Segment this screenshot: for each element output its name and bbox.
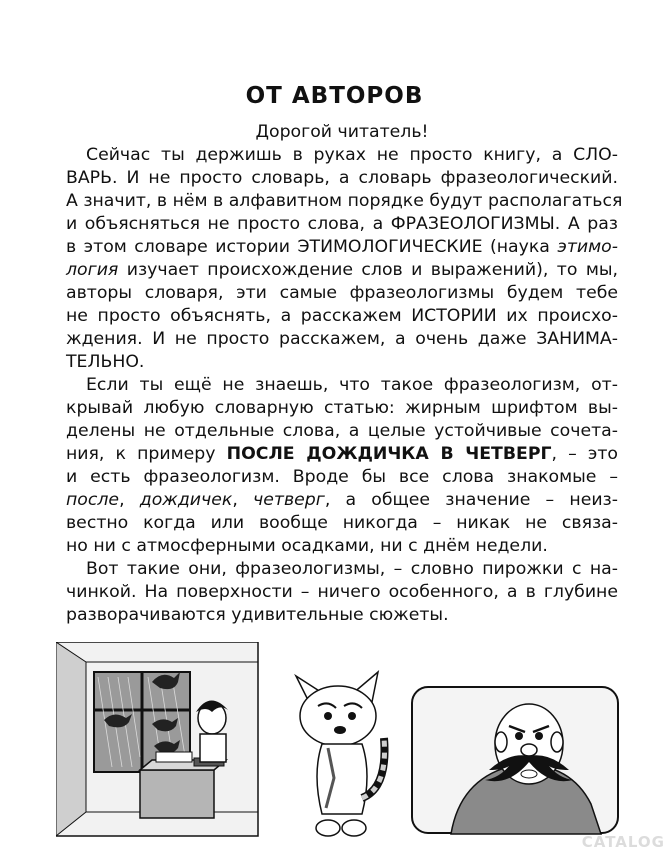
text-span: , а общее значение – неиз- [324,490,618,510]
text-span: ТЕЛЬНО. [66,352,145,372]
paragraph [66,558,618,627]
text-line [66,351,618,374]
text-line [66,213,618,236]
greeting: Дорогой читатель! [255,122,429,142]
text-line [66,305,618,328]
text-line [66,420,618,443]
text-line [66,443,618,466]
text-span: , [119,490,140,510]
text-span: не просто объяснять, а расскажем ИСТОРИИ их происхо- [66,306,618,326]
text-span: и объясняться не просто слова, а ФРАЗЕОЛОГИЗМЫ. А раз [66,214,618,234]
text-span: А значит, в нём в алфавитном порядке будут располагаться [66,191,623,211]
text-line [66,167,618,190]
text-line [66,236,618,259]
cat-illustration [288,668,392,844]
italic-word: после [66,490,120,510]
text-span: и есть фразеологизм. Вроде бы все слова знакомые – [66,467,618,487]
text-span: ния, к примеру [66,444,227,464]
text-span: , [232,490,254,510]
text-line [66,328,618,351]
italic-word: логия [66,260,119,280]
text-span: крывай любую словарную статью: жирным шрифтом вы- [66,398,618,418]
text-span: , – это [551,444,619,464]
text-span: чинкой. На поверхности – ничего особенного, а в глубине [66,582,618,602]
text-span: разворачиваются удивительные сюжеты. [66,605,449,625]
text-span: ВАРЬ. И не просто словарь, а словарь фразеологический. [66,168,618,188]
text-line [66,397,618,420]
text-line [66,604,618,627]
paragraph [66,144,623,374]
man-illustration [411,686,621,836]
text-line [66,558,618,581]
text-span: Вот такие они, фразеологизмы, – словно пирожки с на- [86,559,618,579]
text-span: Если ты ещё не знаешь, что такое фразеологизм, от- [86,375,618,395]
text-span: вестно когда или вообще никогда – никак не связа- [66,513,618,533]
text-span: Сейчас ты держишь в руках не просто книгу, а СЛО- [86,145,618,165]
text-line [66,190,623,213]
italic-word: дождичек [139,490,233,510]
page-title: ОТ АВТОРОВ [245,83,424,109]
text-block [66,121,623,627]
text-span: делены не отдельные слова, а целые устойчивые сочета- [66,421,618,441]
text-span: ждения. И не просто расскажем, а очень даже ЗАНИМА- [66,329,618,349]
italic-word: этимо- [557,237,618,257]
text-line [66,144,618,167]
text-line [66,581,618,604]
italic-word: четверг [253,490,325,510]
text-line [66,259,618,282]
text-line [66,512,618,535]
text-line [66,489,618,512]
text-span: но ни с атмосферными осадками, ни с днём недели. [66,536,548,556]
text-line [66,374,618,397]
text-span: в этом словаре истории ЭТИМОЛОГИЧЕСКИЕ (наука [66,237,558,257]
text-span: изучает происхождение слов и выражений), то мы, [118,260,618,280]
paragraph [66,374,618,558]
paragraphs [66,144,623,627]
watermark: CATALOG [581,833,665,851]
text-line [66,282,618,305]
text-span: авторы словаря, эти самые фразеологизмы будем тебе [66,283,618,303]
bold-phrase: ПОСЛЕ ДОЖДИЧКА В ЧЕТВЕРГ [226,444,552,464]
classroom-illustration [56,642,260,838]
text-line [66,466,618,489]
text-line [66,535,618,558]
